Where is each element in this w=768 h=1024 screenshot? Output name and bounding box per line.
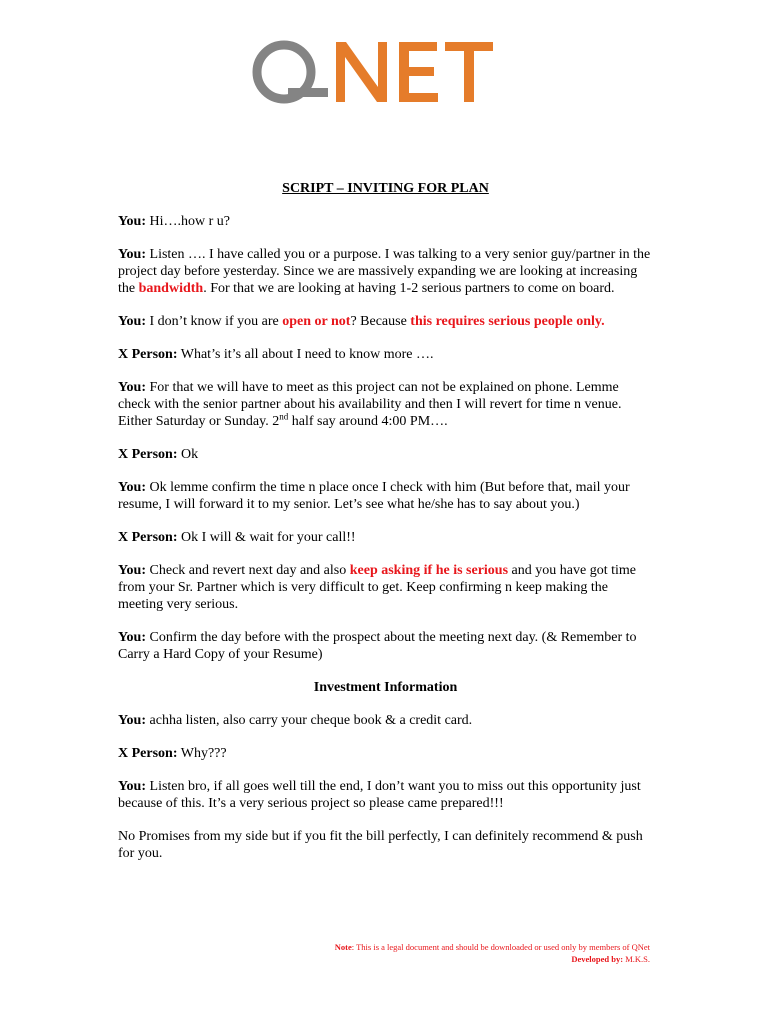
ordinal-suffix: nd xyxy=(279,411,289,422)
speaker-label: You: xyxy=(118,779,147,794)
speaker-label: You: xyxy=(118,630,147,645)
dialogue-line-8 xyxy=(118,529,653,546)
dialogue-text: Ok xyxy=(177,447,199,462)
dialogue-text: Ok lemme confirm the time n place once I check with him (But before that, mail your resume, I will forward it to my senior. Let’s see what he/she has to say about you.) xyxy=(118,480,630,512)
dialogue-line-4 xyxy=(118,346,653,363)
speaker-label: You: xyxy=(118,713,147,728)
legal-note xyxy=(335,941,650,953)
dialogue-text: I don’t know if you are xyxy=(146,314,283,329)
section-heading: Investment Information xyxy=(313,680,458,695)
developer-credit xyxy=(335,953,650,965)
speaker-label: X Person: xyxy=(118,347,178,362)
developer-label: Developed by: xyxy=(571,954,624,964)
dialogue-line-2 xyxy=(118,246,653,297)
dialogue-line-10 xyxy=(118,629,653,663)
qnet-logo xyxy=(252,40,518,104)
speaker-label: You: xyxy=(118,380,147,395)
dialogue-line-13 xyxy=(118,778,653,812)
note-label: Note xyxy=(334,942,352,952)
logo-t xyxy=(445,42,493,102)
dialogue-text: Hi….how r u? xyxy=(146,214,231,229)
speaker-label: X Person: xyxy=(118,746,178,761)
dialogue-text: half say around 4:00 PM…. xyxy=(288,414,448,429)
highlight-text: this requires serious people only. xyxy=(410,314,605,329)
dialogue-text: Why??? xyxy=(177,746,227,761)
dialogue-text: . For that we are looking at having 1-2 serious partners to come on board. xyxy=(203,281,615,296)
speaker-label: X Person: xyxy=(118,530,178,545)
speaker-label: You: xyxy=(118,563,147,578)
note-text: : This is a legal document and should be downloaded or used only by members of QNet xyxy=(351,942,650,952)
logo-n xyxy=(336,42,387,102)
speaker-label: X Person: xyxy=(118,447,178,462)
dialogue-text: Ok I will & wait for your call!! xyxy=(177,530,356,545)
dialogue-text: Listen …. I have called you or a purpose. I was talking to a very senior guy/partner in the project day before yesterday. Since we are massively expanding we are looking at increasing the xyxy=(118,247,651,296)
dialogue-line-11 xyxy=(118,712,653,729)
dialogue-text: Listen bro, if all goes well till the end, I don’t want you to miss out this opportunity just because of this. It’s a very serious project so please came prepared!!! xyxy=(118,779,641,811)
speaker-label: You: xyxy=(118,480,147,495)
logo-e xyxy=(399,42,438,102)
dialogue-line-1 xyxy=(118,213,653,230)
speaker-label: You: xyxy=(118,314,147,329)
dialogue-line-9 xyxy=(118,562,653,613)
dialogue-line-12 xyxy=(118,745,653,762)
developer-name: M.K.S. xyxy=(623,954,650,964)
logo-q-tail xyxy=(288,88,328,97)
dialogue-text: Confirm the day before with the prospect about the meeting next day. (& Remember to Carry a Hard Copy of your Resume) xyxy=(118,630,637,662)
page-footer xyxy=(335,941,650,965)
dialogue-line-7 xyxy=(118,479,653,513)
dialogue-line-3 xyxy=(118,313,653,330)
dialogue-text: achha listen, also carry your cheque book & a credit card. xyxy=(146,713,473,728)
document-title: SCRIPT – INVITING FOR PLAN xyxy=(282,181,489,196)
qnet-logo-mark xyxy=(252,40,518,104)
speaker-label: You: xyxy=(118,214,147,229)
dialogue-text: and you have got time from your Sr. Partner which is very difficult to get. Keep confirming n keep making the meeting very serious. xyxy=(118,563,636,612)
dialogue-text: For that we will have to meet as this project can not be explained on phone. Lemme check with the senior partner about his availability and then I will revert for time n venue. Either Saturday or Sunday. 2 xyxy=(118,380,622,429)
highlight-text: open or not xyxy=(282,314,351,329)
script-body xyxy=(118,180,653,878)
highlight-text: keep asking if he is serious xyxy=(349,563,509,578)
closing-paragraph xyxy=(118,828,653,862)
dialogue-line-6 xyxy=(118,446,653,463)
dialogue-text: No Promises from my side but if you fit the bill perfectly, I can definitely recommend & push for you. xyxy=(118,829,643,861)
dialogue-line-5 xyxy=(118,379,653,430)
speaker-label: You: xyxy=(118,247,147,262)
dialogue-text: What’s it’s all about I need to know more …. xyxy=(177,347,434,362)
dialogue-text: ? Because xyxy=(350,314,411,329)
dialogue-text: Check and revert next day and also xyxy=(146,563,350,578)
highlight-text: bandwidth xyxy=(138,281,204,296)
